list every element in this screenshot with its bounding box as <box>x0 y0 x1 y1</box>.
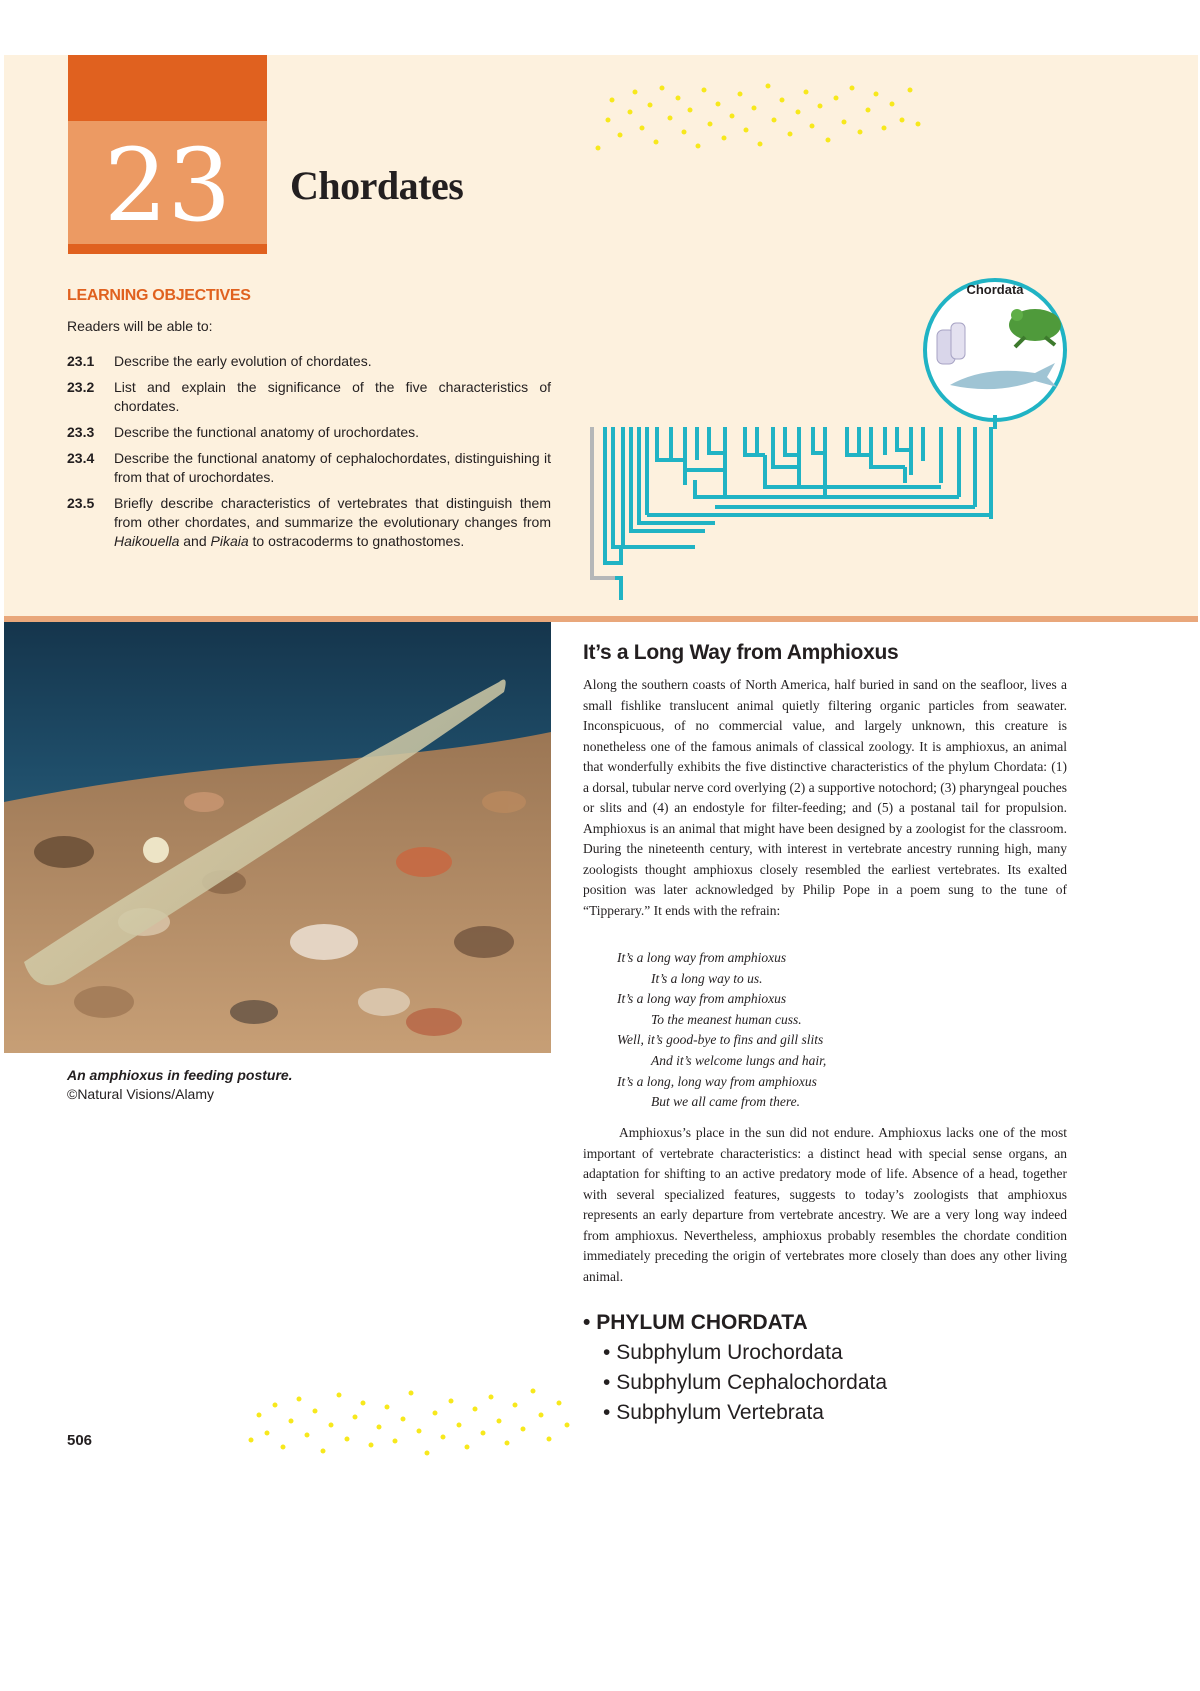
article-paragraph-1: Along the southern coasts of North America, half buried in sand on the seafloor, lives a small fishlike translucent animal quietly filtering organic particles from seawater. Inconspicuous, of no commercial value, and largely unknown, this creature is nonetheless one of the famous animals of classical zoology. It is amphioxus, an animal that wonderfully exhibits the five distinctive characteristics of the phylum Chordata: (1) a dorsal, tubular nerve cord overlying (2) a supportive notochord; (3) pharyngeal pouches or slits and (4) an endostyle for filter-feeding; and (5) a postanal tail for propulsion. Amphioxus is an animal that might have been designed by a zoologist for the classroom. During the nineteenth century, with interest in vertebrate ancestry running high, many zoologists thought amphioxus closely resembled the earliest vertebrates. Its exalted position was later acknowledged by Philip Pope in a poem sung to the tune of “Tipperary.” It ends with the refrain: <box>583 677 1067 918</box>
objective-number: 23.5 <box>67 495 95 511</box>
chapter-box-top <box>68 55 267 121</box>
objective-text: Describe the functional anatomy of urochordates. <box>114 424 420 440</box>
learning-objectives-intro: Readers will be able to: <box>67 318 213 334</box>
caption-title: An amphioxus in feeding posture. <box>67 1067 293 1083</box>
poem-line: Well, it’s good-bye to fins and gill slits <box>617 1032 824 1048</box>
decorative-dots-top <box>590 80 930 160</box>
learning-objectives-list <box>67 352 551 558</box>
objective-item <box>67 352 551 371</box>
poem-line: It’s a long way from amphioxus <box>617 991 787 1007</box>
page-number: 506 <box>67 1432 93 1449</box>
decorative-dots-bottom <box>245 1385 575 1465</box>
caption-credit: ©Natural Visions/Alamy <box>67 1086 214 1102</box>
photo-caption <box>67 1066 293 1104</box>
poem-line: It’s a long way from amphioxus <box>617 950 787 965</box>
phylum-item: • PHYLUM CHORDATA <box>583 1311 808 1334</box>
article-heading: It’s a Long Way from Amphioxus <box>583 641 899 664</box>
chordata-badge <box>925 280 1065 429</box>
genus-name: Haikouella <box>114 533 180 549</box>
chapter-number: 23 <box>103 127 232 244</box>
taxonomy-list <box>583 1308 887 1428</box>
chordata-label: Chordata <box>966 282 1024 297</box>
objective-number: 23.4 <box>67 450 95 466</box>
objective-item <box>67 494 551 551</box>
poem <box>617 948 826 1113</box>
poem-line: And it’s welcome lungs and hair, <box>651 1052 827 1068</box>
article-paragraph-2: Amphioxus’s place in the sun did not endure. Amphioxus lacks one of the most important of vertebrate characteristics: a distinct head with special sense organs, an adaptation for shifting to an active predatory mode of life. Absence of a head, together with several specialized features, suggests to today’s zoologists that amphioxus represents an early departure from vertebrate ancestry. We are a very long way indeed from amphioxus. Nevertheless, amphioxus probably resembles the chordate condition immediately preceding the origin of vertebrates more closely than does any other living animal. <box>583 1125 1067 1284</box>
learning-objectives-heading: LEARNING OBJECTIVES <box>67 287 251 304</box>
objective-item <box>67 423 551 442</box>
objective-text: Describe the early evolution of chordates. <box>114 353 372 369</box>
subphylum-item: • Subphylum Cephalochordata <box>603 1371 888 1394</box>
phylogeny-diagram <box>585 275 1075 605</box>
subphylum-item: • Subphylum Urochordata <box>603 1341 843 1364</box>
chapter-title: Chordates <box>290 163 464 208</box>
objective-number: 23.1 <box>67 353 95 369</box>
objective-text: Describe the functional anatomy of cephalochordates, distinguishing it from that of urochordates. <box>114 450 551 485</box>
poem-line: To the meanest human cuss. <box>651 1011 802 1027</box>
poem-line: It’s a long way to us. <box>651 970 763 986</box>
objective-number: 23.2 <box>67 379 95 395</box>
amphioxus-photo <box>4 622 551 1053</box>
poem-line: It’s a long, long way from amphioxus <box>617 1073 817 1089</box>
objective-item <box>67 449 551 487</box>
subphylum-item: • Subphylum Vertebrata <box>603 1401 824 1424</box>
genus-name: Pikaia <box>210 533 249 549</box>
objective-text: List and explain the significance of the five characteristics of chordates. <box>114 379 551 414</box>
objective-text: Briefly describe characteristics of vertebrates that distinguish them from other chordates, and summarize the evolutionary changes from Haikouella and Pikaia to ostracoderms to gnathostomes. <box>114 495 551 549</box>
objective-number: 23.3 <box>67 424 95 440</box>
poem-line: But we all came from there. <box>651 1094 800 1110</box>
objective-item <box>67 378 551 416</box>
chordate-clade-lineages <box>605 427 991 600</box>
